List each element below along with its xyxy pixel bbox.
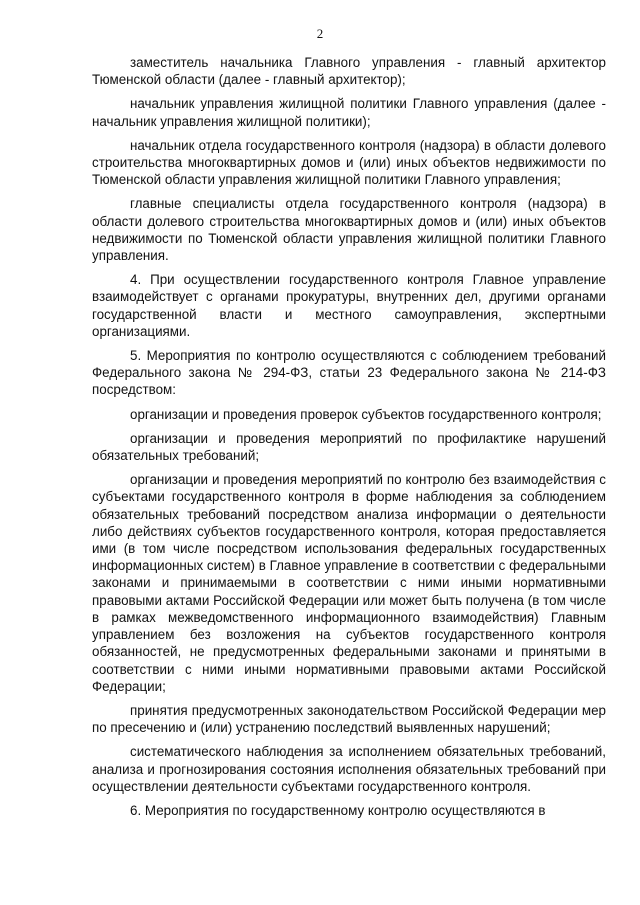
paragraph-item-4: 4. При осуществлении государственного контроля Главное управление взаимодействует с органами прокуратуры, внутренних дел, другими органами государственной власти и местного самоуправления, экспертными организациями. (92, 272, 606, 339)
paragraph-prevention: организации и проведения мероприятий по профилактике нарушений обязательных требований; (92, 430, 606, 464)
paragraph-deputy-head: заместитель начальника Главного управления - главный архитектор Тюменской области (далее - главный архитектор); (92, 55, 606, 88)
paragraph-item-5: 5. Мероприятия по контролю осуществляются с соблюдением требований Федерального закона № 294-ФЗ, статьи 23 Федерального закона № 214-ФЗ посредством: (92, 348, 606, 398)
paragraph-systematic-observation: систематического наблюдения за исполнением обязательных требований, анализа и прогнозирования состояния исполнения обязательных требований при осуществлении деятельности субъектами государственного контроля. (92, 744, 606, 794)
paragraph-monitoring-without-interaction: организации и проведения мероприятий по контролю без взаимодействия с субъектами государственного контроля в форме наблюдения за соблюдением обязательных требований посредством анализа информации о деятельности либо действиях субъектов государственного контроля, которая предоставляется ими (в том числе посредством использования федеральных государственных информационных систем) в Главное управление в соответствии с федеральными законами и принимаемыми в соответствии с ними иными нормативными правовыми актами Российской Федерации или может быть получена (в том числе в рамках межведомственного информационного взаимодействия) Главным управлением без возложения на субъектов государственного контроля обязанностей, не предусмотренных федеральными законами и принятыми в соответствии с ними иными нормативными правовыми актами Российской Федерации; (92, 472, 606, 694)
paragraph-item-6: 6. Мероприятия по государственному контролю осуществляются в (130, 802, 546, 818)
paragraph-suppression-measures: принятия предусмотренных законодательством Российской Федерации мер по пресечению и (или) устранению последствий выявленных нарушений; (92, 702, 606, 736)
paragraph-control-department-head: начальник отдела государственного контроля (надзора) в области долевого строительства многоквартирных домов и (или) иных объектов недвижимости по Тюменской области управления жилищной политики Главного управления; (92, 137, 606, 188)
paragraph-housing-policy-head: начальник управления жилищной политики Главного управления (далее - начальник управления жилищной политики); (92, 96, 606, 129)
paragraph-inspections: организации и проведения проверок субъектов государственного контроля; (130, 406, 602, 422)
document-body (92, 54, 606, 826)
paragraph-chief-specialists: главные специалисты отдела государственного контроля (надзора) в области долевого строительства многоквартирных домов и (или) иных объектов недвижимости по Тюменской области управления жилищной политики Главного управления. (92, 196, 606, 264)
page-number: 2 (316, 26, 324, 41)
